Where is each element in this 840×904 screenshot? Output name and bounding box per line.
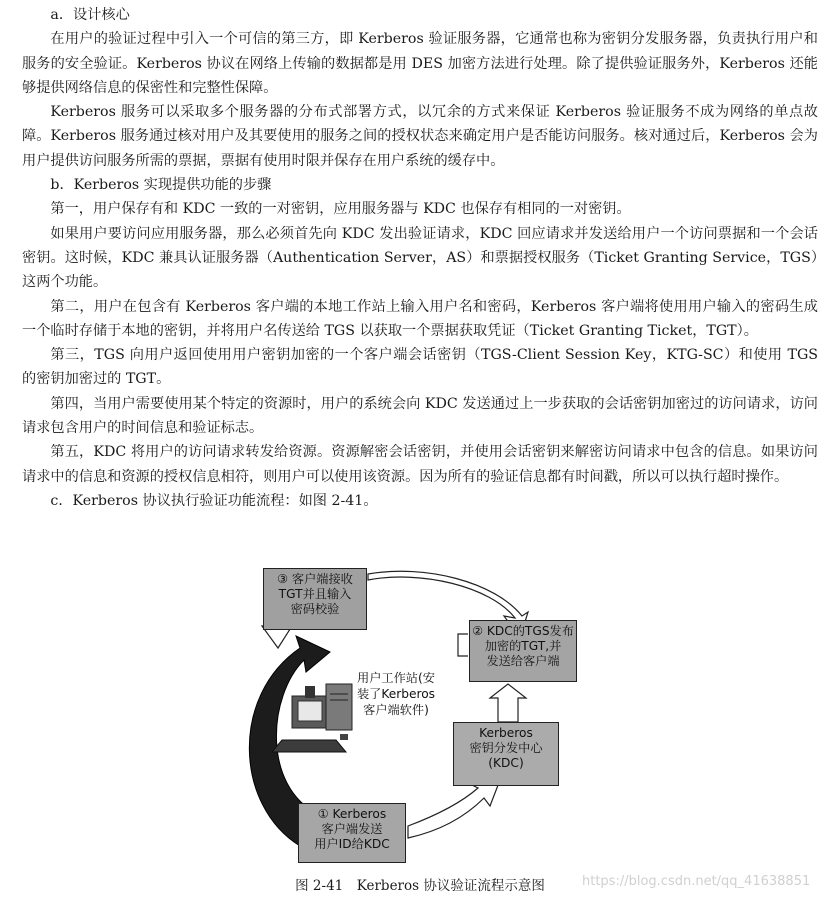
workstation-line1: 用户工作站(安	[357, 671, 435, 685]
bottom-flow-arrow	[408, 780, 500, 838]
step3-line2: TGT并且输入	[278, 587, 352, 601]
step3-line1: ③ 客户端接收	[277, 572, 353, 586]
section-b-paragraph-5: 第四，当用户需要使用某个特定的资源时，用户的系统会向 KDC 发送通过上一步获取的会话密钥加密过的访问请求，访问请求包含用户的时间信息和验证标志。	[22, 395, 818, 437]
step3-client-receives-tgt-box	[263, 568, 367, 630]
step1-client-sends-user-id-box	[298, 803, 406, 863]
workstation-label	[342, 670, 450, 718]
kdc-box	[453, 722, 559, 786]
step2-line3: 发送给客户端	[486, 654, 560, 668]
step2-kdc-tgs-issues-tgt-box	[469, 620, 577, 682]
step1-line1: ① Kerberos	[317, 807, 387, 821]
kdc-line1: Kerberos	[479, 726, 533, 740]
section-b-paragraph-4: 第三，TGS 向用户返回使用用户密钥加密的一个客户端会话密钥（TGS-Client Session Key，KTG-SC）和使用 TGS 的密钥加密过的 TGT。	[22, 347, 818, 388]
section-b-paragraph-6: 第五，KDC 将用户的访问请求转发给资源。资源解密会话密钥，并使用会话密钥来解密访问请求中包含的信息。如果访问请求中的信息和资源的授权信息相符，则用户可以使用该资源。因为所有的验证信息都有时间戳，所以可以执行超时操作。	[22, 444, 818, 485]
step2-connector	[458, 634, 468, 656]
kdc-up-arrow	[490, 684, 526, 722]
step2-line1: ② KDC的TGS发布	[472, 624, 574, 638]
section-c-heading: c．Kerberos 协议执行验证功能流程：如图 2-41。	[50, 492, 378, 509]
section-b-paragraph-1: 第一，用户保存有和 KDC 一致的一对密钥，应用服务器与 KDC 也保存有相同的一对密钥。	[50, 201, 631, 218]
watermark-url: https://blog.csdn.net/qq_41638851	[582, 874, 811, 889]
workstation-line3: 客户端软件)	[363, 703, 429, 717]
step3-line3: 密码校验	[290, 602, 340, 616]
figure-caption: 图 2-41 Kerberos 协议验证流程示意图	[295, 878, 545, 894]
section-a-paragraph-2: Kerberos 服务可以采取多个服务器的分布式部署方式，以冗余的方式来保证 Kerberos 验证服务不成为网络的单点故障。Kerberos 服务通过核对用户及其要使用的服务之间的授权状态来确定用户是否能访问服务。核对通过后，Kerberos 会为用户提供访问服务所需的票据，票据有使用时限并保存在用户系统的缓存中。	[22, 104, 818, 169]
section-a-heading: a．设计核心	[50, 7, 130, 23]
section-a-paragraph-1: 在用户的验证过程中引入一个可信的第三方，即 Kerberos 验证服务器，它通常也称为密钥分发服务器，负责执行用户和服务的安全验证。Kerberos 协议在网络上传输的数据都是用 DES 加密方法进行处理。除了提供验证服务外，Kerberos 还能够提供网络信息的保密性和完整性保障。	[22, 31, 818, 96]
workstation-line2: 装了Kerberos	[356, 687, 436, 701]
section-b-heading: b．Kerberos 实现提供功能的步骤	[50, 177, 272, 194]
body-text	[22, 3, 818, 513]
section-b-paragraph-2: 如果用户要访问应用服务器，那么必须首先向 KDC 发出验证请求，KDC 回应请求并发送给用户一个访问票据和一个会话密钥。这时候，KDC 兼具认证服务器（Authentication Server，AS）和票据授权服务（Ticket Granting Service，TGS）这两个功能。	[22, 225, 818, 291]
kdc-line3: (KDC)	[488, 756, 524, 770]
step1-line3: 用户ID给KDC	[314, 837, 390, 851]
step1-line2: 客户端发送	[321, 822, 383, 836]
kerberos-flow-figure	[0, 556, 840, 856]
step2-line2: 加密的TGT,并	[484, 639, 562, 653]
kdc-line2: 密钥分发中心	[469, 741, 543, 755]
section-b-paragraph-3: 第二，用户在包含有 Kerberos 客户端的本地工作站上输入用户名和密码，Kerberos 客户端将使用用户输入的密码生成一个临时存储于本地的密钥，并将用户名传送给 TGS 以获取一个票据获取凭证（Ticket Granting Ticket，TGT）。	[22, 298, 818, 339]
